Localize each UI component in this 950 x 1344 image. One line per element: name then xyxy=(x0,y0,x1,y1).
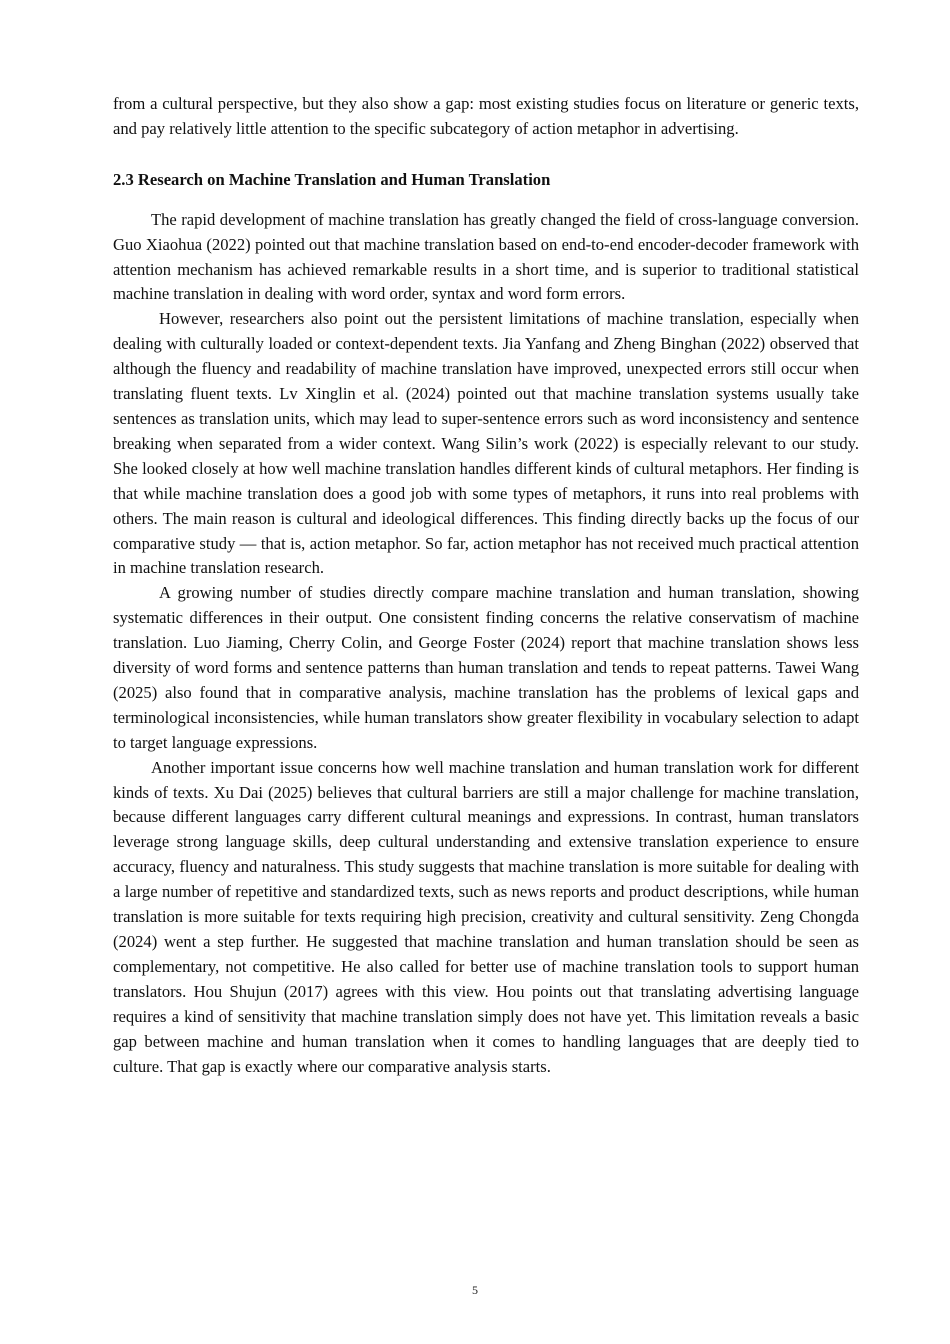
body-paragraph-machine-translation-limitations: However, researchers also point out the persistent limitations of machine translation, especially when dealing with culturally loaded or context-dependent texts. Jia Yanfang and Zheng Binghan (2022) observed that although the fluency and readability of machine translation have improved, unexpected errors still occur when translating fluent texts. Lv Xinglin et al. (2024) pointed out that machine translation systems usually take sentences as translation units, which may lead to super-sentence errors such as word inconsistency and sentence breaking when separated from a wider context. Wang Silin’s work (2022) is especially relevant to our study. She looked closely at how well machine translation handles different kinds of cultural metaphors. Her finding is that while machine translation does a good job with some types of metaphors, it runs into real problems with others. The main reason is cultural and ideological differences. This finding directly backs up the focus of our comparative study — that is, action metaphor. So far, action metaphor has not received much practical attention in machine translation research. xyxy=(113,309,859,578)
body-paragraph-text-types: Another important issue concerns how well machine translation and human translation work for different kinds of texts. Xu Dai (2025) believes that cultural barriers are still a major challenge for machine translation, because different languages carry different cultural meanings and expressions. In contrast, human translators leverage strong language skills, deep cultural understanding and extensive translation experience to ensure accuracy, fluency and naturalness. This study suggests that machine translation is more suitable for dealing with a large number of repetitive and standardized texts, such as news reports and product descriptions, while human translation is more suitable for texts requiring high precision, creativity and cultural sensitivity. Zeng Chongda (2024) went a step further. He suggested that machine translation and human translation should be seen as complementary, not competitive. He also called for better use of machine translation tools to support human translators. Hou Shujun (2017) agrees with this view. Hou points out that translating advertising language requires a kind of sensitivity that machine translation simply does not have yet. This limitation reveals a basic gap between machine and human translation when it comes to handling languages that are deeply tied to culture. That gap is exactly where our comparative analysis starts. xyxy=(113,757,859,1076)
document-page xyxy=(113,92,859,1079)
body-paragraph-machine-translation-development: The rapid development of machine translation has greatly changed the field of cross-language conversion. Guo Xiaohua (2022) pointed out that machine translation based on end-to-end encoder-decoder framework with attention mechanism has achieved remarkable results in a short time, and is superior to traditional statistical machine translation in dealing with word order, syntax and word form errors. xyxy=(113,209,859,304)
section-heading: 2.3 Research on Machine Translation and Human Translation xyxy=(113,169,551,189)
body-paragraph-comparison-studies: A growing number of studies directly compare machine translation and human translation, showing systematic differences in their output. One consistent finding concerns the relative conservatism of machine translation. Luo Jiaming, Cherry Colin, and George Foster (2024) report that machine translation shows less diversity of word forms and sentence patterns than human translation and tends to repeat patterns. Tawei Wang (2025) also found that in comparative analysis, machine translation has the problems of lexical gaps and terminological inconsistencies, while human translators show greater flexibility in vocabulary selection to adapt to target language expressions. xyxy=(113,583,859,752)
intro-paragraph: from a cultural perspective, but they also show a gap: most existing studies focus on literature or generic texts, and pay relatively little attention to the specific subcategory of action metaphor in advertising. xyxy=(113,94,859,138)
page-number: 5 xyxy=(472,1283,478,1297)
